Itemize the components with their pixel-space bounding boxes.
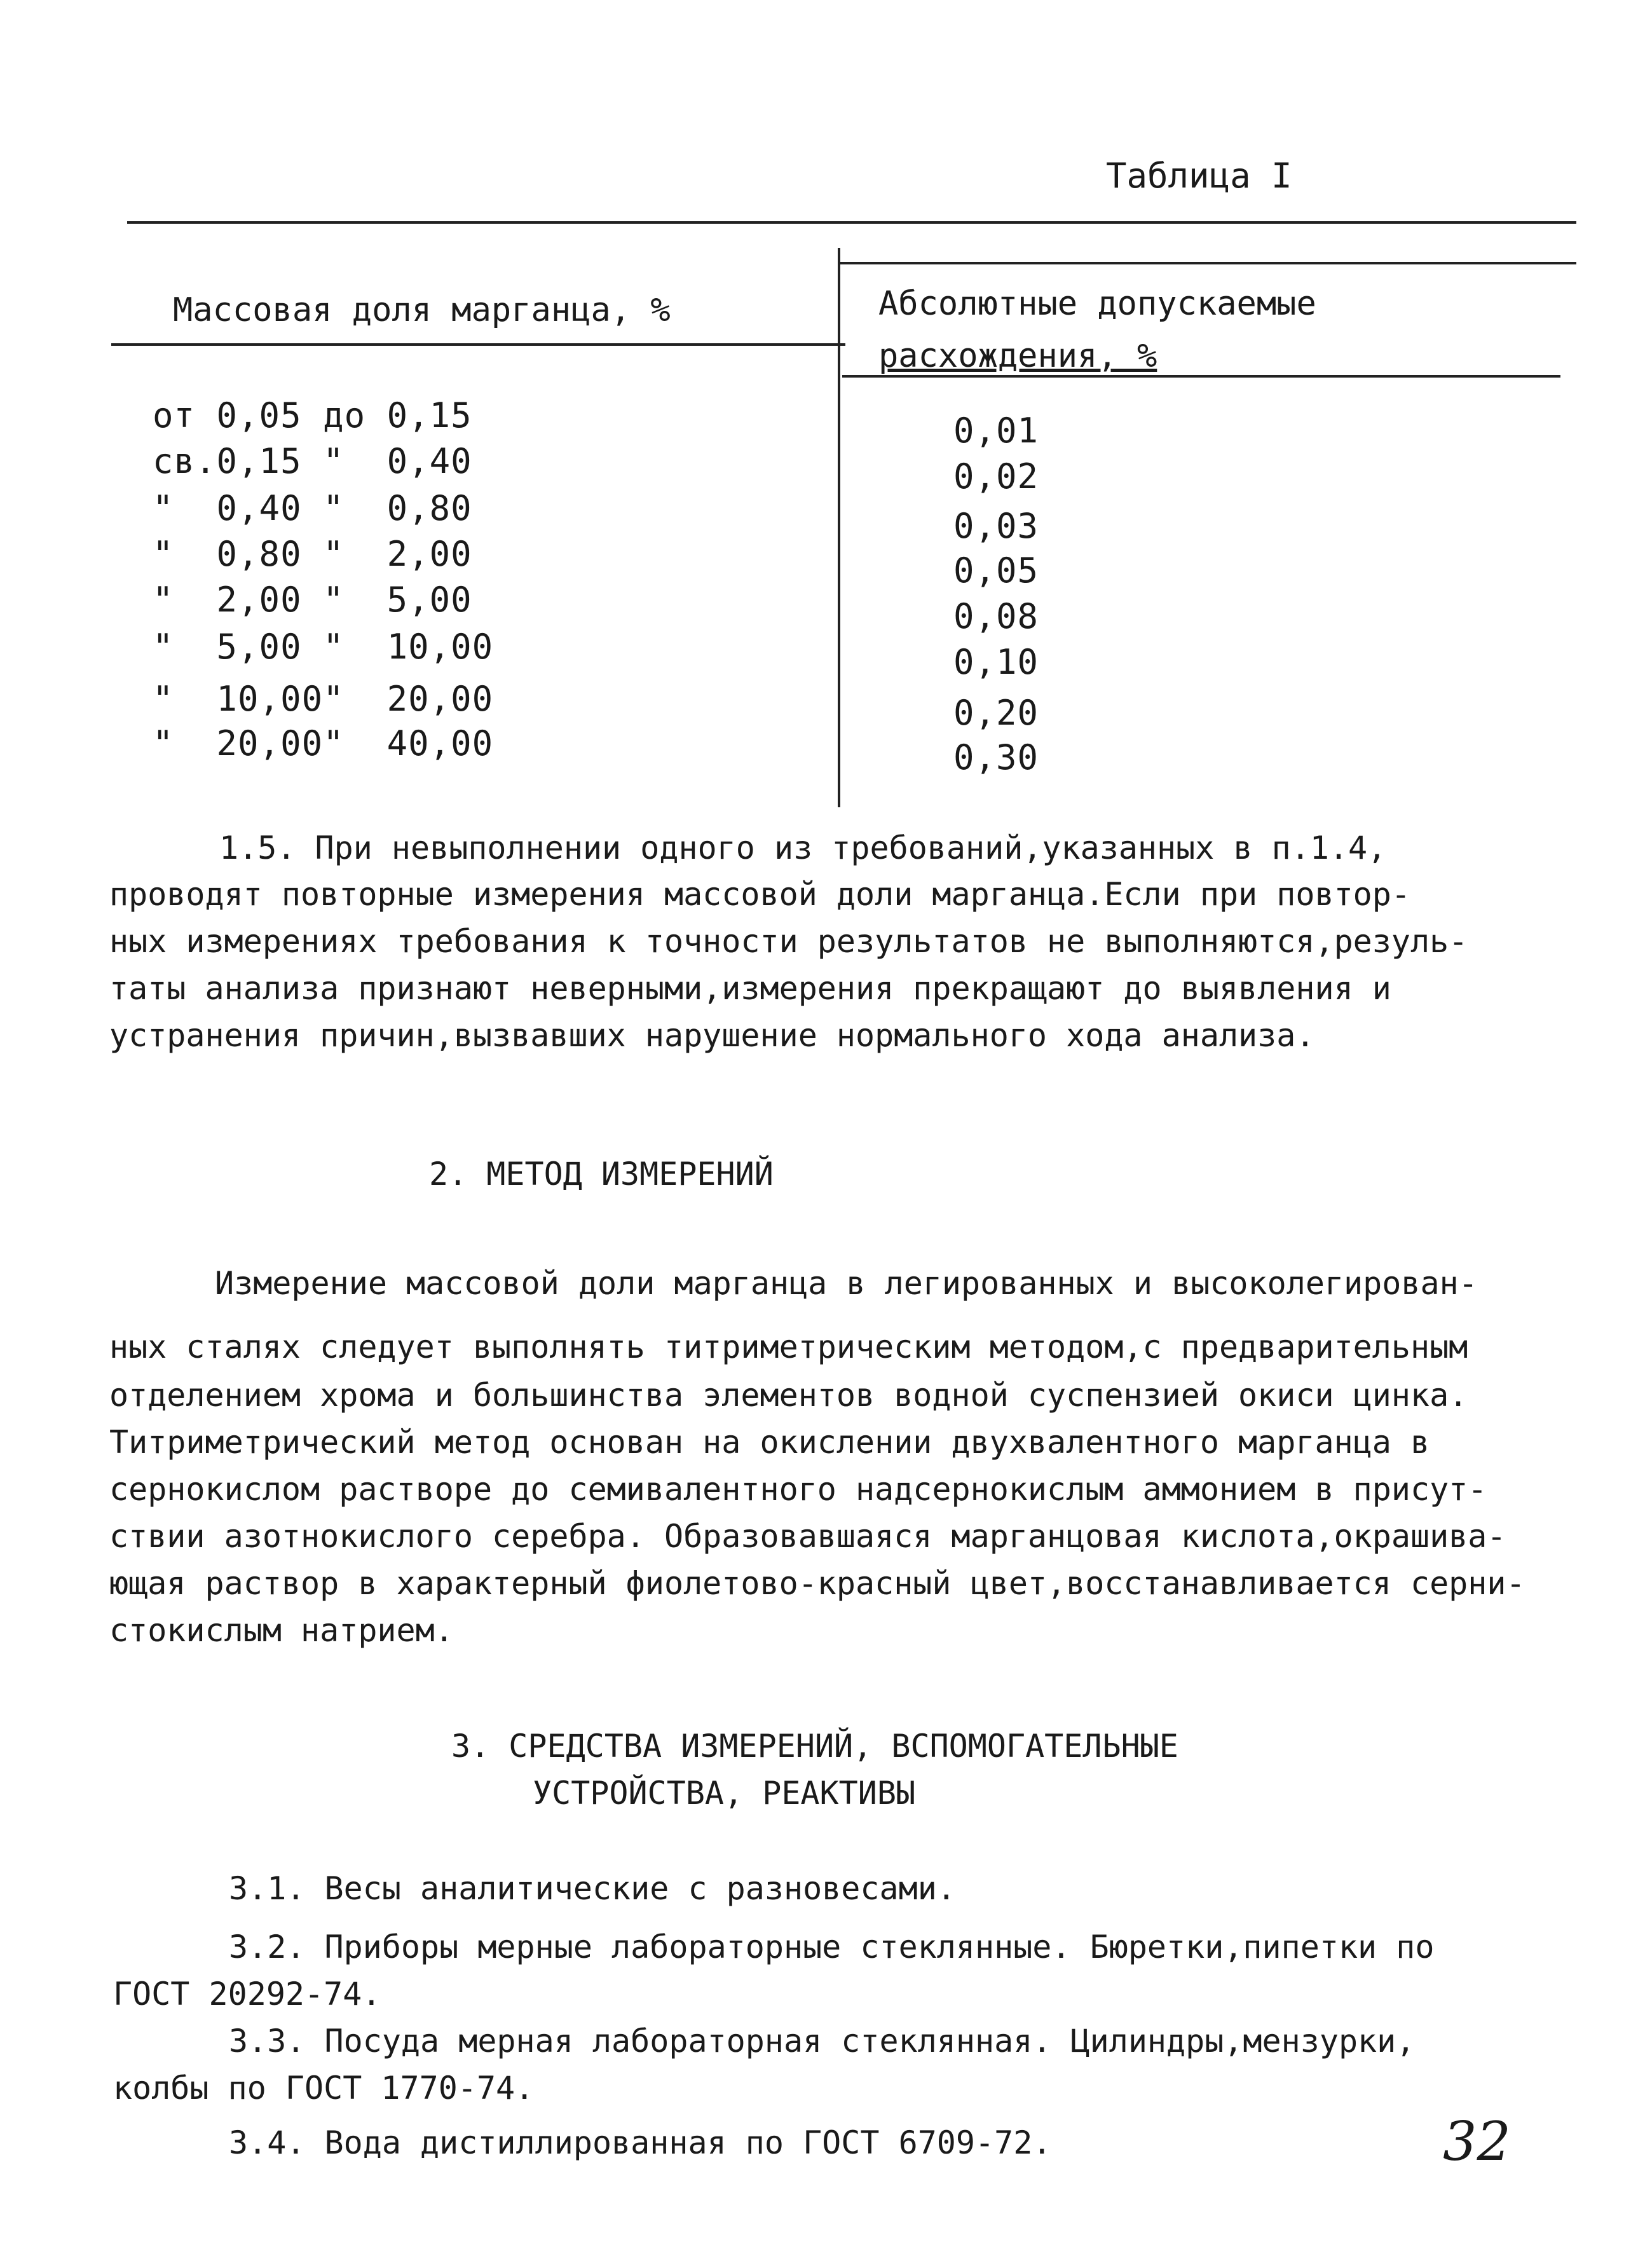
table-caption: Таблица I — [1106, 156, 1292, 196]
item-3-2: 3.2. Приборы мерные лабораторные стеклянные. Бюретки,пипетки по — [229, 1929, 1435, 1965]
table-row-range: " 10,00" 20,00 — [153, 679, 494, 719]
table-row-range: от 0,05 до 0,15 — [153, 395, 472, 435]
paragraph-1-5-line: устранения причин,вызвавших нарушение нормального хода анализа. — [109, 1017, 1315, 1054]
table-row-value: 0,01 — [953, 411, 1039, 451]
table-row-value: 0,08 — [953, 596, 1039, 636]
table-header-rule-right — [842, 375, 1560, 378]
table-top-rule — [127, 221, 1576, 224]
section-2-line: стокислым натрием. — [109, 1612, 454, 1649]
section-2-line: ющая раствор в характерный фиолетово-красный цвет,восстанавливается серни- — [109, 1565, 1525, 1602]
section-2-line: отделением хрома и большинства элементов водной суспензией окиси цинка. — [109, 1377, 1468, 1414]
paragraph-1-5-line: ных измерениях требования к точности результатов не выполняются,резуль- — [109, 923, 1468, 960]
table-row-value: 0,20 — [953, 693, 1039, 733]
table-row-value: 0,02 — [953, 456, 1039, 496]
table-row-range: " 2,00 " 5,00 — [153, 580, 472, 620]
table-row-value: 0,10 — [953, 642, 1039, 682]
table-column-divider — [838, 248, 840, 807]
item-3-3: 3.3. Посуда мерная лабораторная стеклянная. Цилиндры,мензурки, — [229, 2023, 1416, 2060]
section-2-line: сернокислом растворе до семивалентного надсернокислым аммонием в присут- — [109, 1471, 1487, 1508]
section-2-heading: 2. МЕТОД ИЗМЕРЕНИЙ — [429, 1156, 774, 1192]
table-top-rule-right — [839, 262, 1576, 264]
item-3-4: 3.4. Вода дистиллированная по ГОСТ 6709-72. — [229, 2124, 1052, 2161]
section-2-line: ных сталях следует выполнять титриметрическим методом,с предварительным — [109, 1329, 1468, 1365]
table-row-range: " 5,00 " 10,00 — [153, 627, 494, 667]
item-3-2-cont: ГОСТ 20292-74. — [113, 1976, 381, 2012]
paragraph-1-5-line: проводят повторные измерения массовой доли марганца.Если при повтор- — [109, 876, 1410, 913]
section-2-line: Измерение массовой доли марганца в легированных и высоколегирован- — [215, 1265, 1478, 1302]
table-header-tolerance-line1: Абсолютные допускаемые — [878, 285, 1316, 323]
table-header-mass-fraction: Массовая доля марганца, % — [173, 291, 671, 329]
item-3-1: 3.1. Весы аналитические с разновесами. — [229, 1870, 956, 1907]
section-3-heading: 3. СРЕДСТВА ИЗМЕРЕНИЙ, ВСПОМОГАТЕЛЬНЫЕ — [451, 1728, 1178, 1765]
paragraph-1-5-line: 1.5. При невыполнении одного из требований,указанных в п.1.4, — [219, 830, 1387, 866]
table-row-range: " 0,80 " 2,00 — [153, 534, 472, 574]
table-row-value: 0,05 — [953, 550, 1039, 591]
table-row-value: 0,03 — [953, 506, 1039, 546]
table-header-rule-left — [111, 343, 845, 346]
table-row-range: " 20,00" 40,00 — [153, 723, 494, 763]
paragraph-1-5-line: таты анализа признают неверными,измерения прекращают до выявления и — [109, 970, 1391, 1007]
section-3-heading-cont: УСТРОЙСТВА, РЕАКТИВЫ — [533, 1775, 916, 1812]
table-row-range: св.0,15 " 0,40 — [153, 441, 472, 481]
section-2-line: ствии азотнокислого серебра. Образовавшаяся марганцовая кислота,окрашива- — [109, 1518, 1506, 1555]
table-header-tolerance-line2: расхождения, % — [878, 337, 1157, 375]
table-row-range: " 0,40 " 0,80 — [153, 488, 472, 528]
page-number: 32 — [1443, 2110, 1511, 2173]
table-row-value: 0,30 — [953, 737, 1039, 777]
section-2-line: Титриметрический метод основан на окислении двухвалентного марганца в — [109, 1424, 1430, 1461]
item-3-3-cont: колбы по ГОСТ 1770-74. — [113, 2070, 535, 2107]
